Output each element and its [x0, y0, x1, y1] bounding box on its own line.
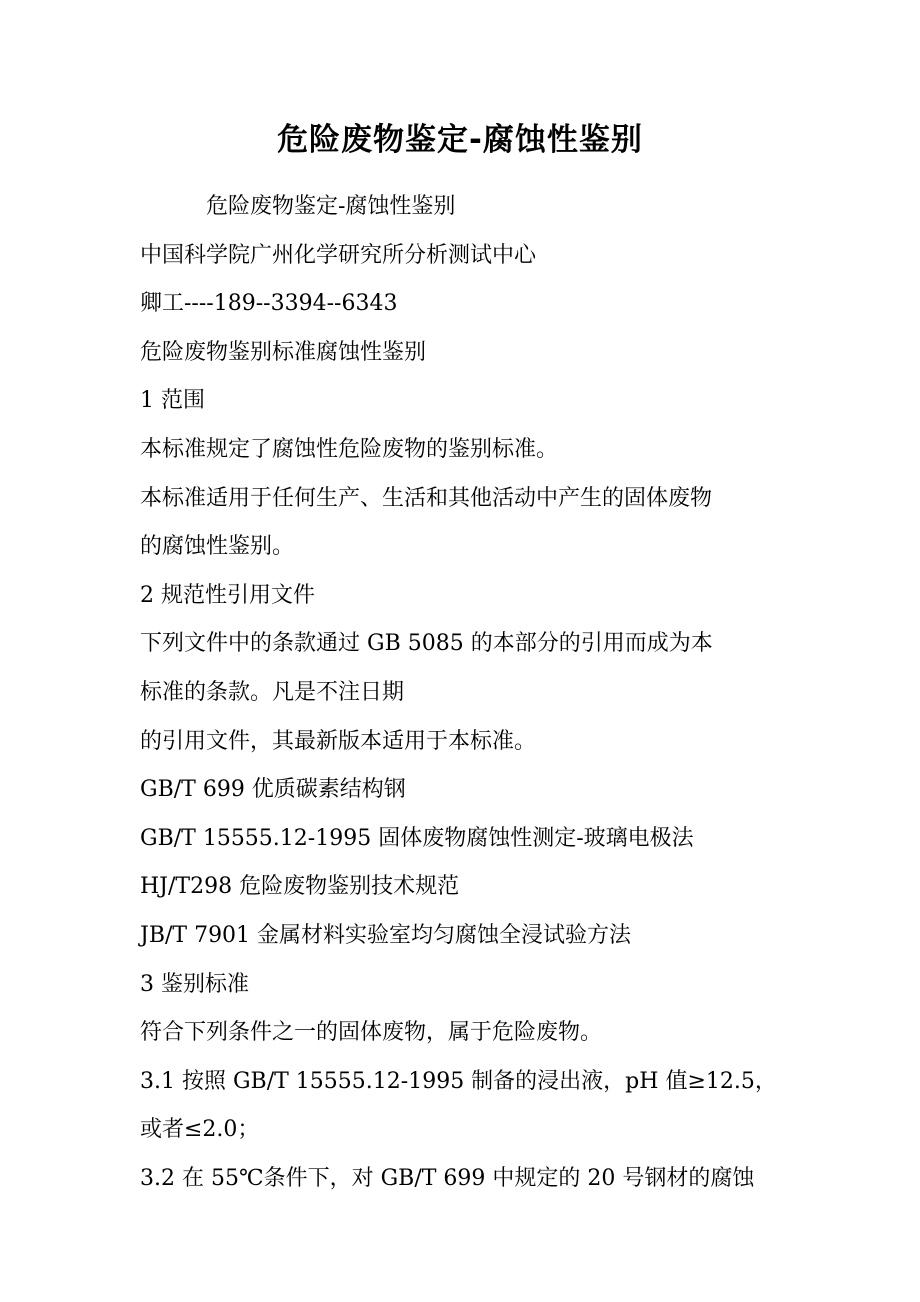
reference-item: GB/T 699 优质碳素结构钢: [140, 777, 406, 803]
paragraph-line: 本标准适用于任何生产、生活和其他活动中产生的固体废物: [140, 485, 713, 511]
paragraph-line: 或者≤2.0；: [140, 1117, 260, 1143]
paragraph-line: 3.2 在 55℃条件下，对 GB/T 699 中规定的 20 号钢材的腐蚀: [140, 1165, 755, 1191]
standard-name-line: 危险废物鉴别标准腐蚀性鉴别: [140, 339, 427, 365]
section-heading-references: 2 规范性引用文件: [140, 582, 315, 608]
reference-item: JB/T 7901 金属材料实验室均匀腐蚀全浸试验方法: [140, 922, 632, 948]
paragraph-line: 下列文件中的条款通过 GB 5085 的本部分的引用而成为本: [140, 631, 713, 657]
paragraph-line: 标准的条款。凡是不注日期: [140, 679, 405, 705]
paragraph-line: 本标准规定了腐蚀性危险废物的鉴别标准。: [140, 436, 559, 462]
reference-item: GB/T 15555.12-1995 固体废物腐蚀性测定-玻璃电极法: [140, 825, 694, 851]
subtitle-line: 危险废物鉴定-腐蚀性鉴别: [206, 194, 456, 219]
section-heading-criteria: 3 鉴别标准: [140, 971, 249, 997]
document-title: 危险废物鉴定-腐蚀性鉴别: [277, 122, 643, 158]
contact-line: 卿工----189--3394--6343: [140, 291, 398, 317]
paragraph-line: 3.1 按照 GB/T 15555.12-1995 制备的浸出液，pH 值≥12.5，: [140, 1068, 777, 1094]
organization-line: 中国科学院广州化学研究所分析测试中心: [140, 242, 537, 268]
paragraph-line: 的引用文件，其最新版本适用于本标准。: [140, 728, 537, 754]
reference-item: HJ/T298 危险废物鉴别技术规范: [140, 874, 460, 900]
document-body: [140, 183, 800, 1203]
paragraph-line: 的腐蚀性鉴别。: [140, 534, 295, 560]
paragraph-line: 符合下列条件之一的固体废物，属于危险废物。: [140, 1020, 603, 1046]
section-heading-scope: 1 范围: [140, 388, 205, 414]
